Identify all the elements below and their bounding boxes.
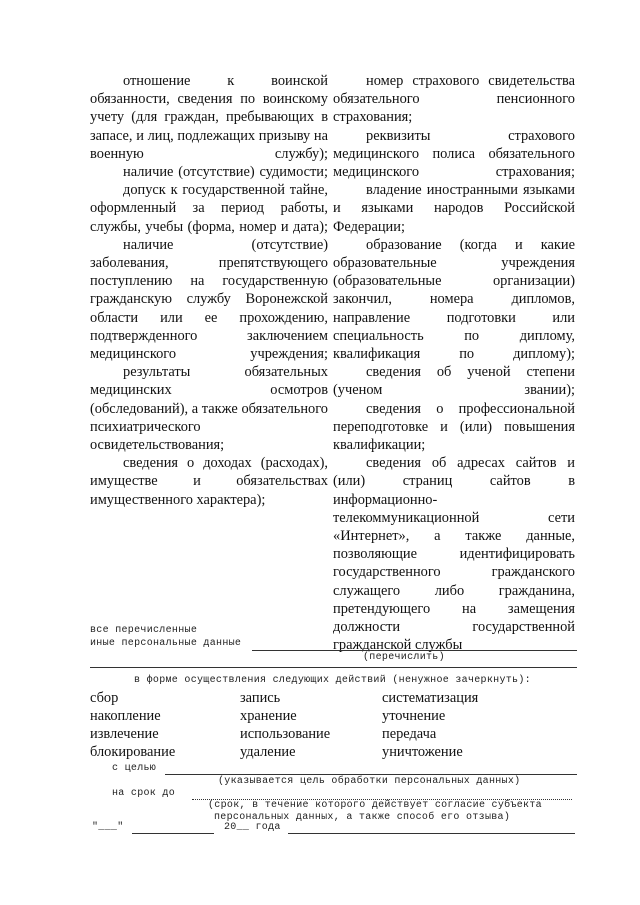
date-month-field[interactable] [132, 833, 214, 834]
specify-hint: (перечислить) [363, 652, 445, 663]
actions-grid [90, 690, 510, 762]
action-collect[interactable]: сбор [90, 690, 119, 706]
term-hint-2: персональных данных, а также способ его отзыва) [214, 812, 511, 823]
purpose-field[interactable] [165, 774, 577, 775]
action-block[interactable]: блокирование [90, 744, 176, 760]
other-data-field-continuation[interactable] [90, 667, 577, 668]
action-systematize[interactable]: систематизация [382, 690, 479, 706]
right-item-medical-policy: реквизиты страхового медицинского полиса обязательного медицинского страхования; [333, 127, 575, 181]
action-clarify[interactable]: уточнение [382, 708, 446, 724]
term-hint-1: (срок, в течение которого действует согласие субъекта [208, 800, 542, 811]
right-item-websites: сведения об адресах сайтов и (или) страниц сайтов в информационно-телекоммуникационной сети «Интернет», а также данные, позволяющие идентифицировать государственного гражданского служащего либо гражданина, претендующего на замещения должности государственной гражданской службы [333, 455, 575, 654]
action-record[interactable]: запись [240, 690, 281, 706]
actions-intro: в форме осуществления следующих действий (ненужное зачеркнуть): [134, 675, 531, 686]
action-store[interactable]: хранение [240, 708, 297, 724]
right-item-education: образование (когда и какие образовательные учреждения (образовательные организации) закончил, номера дипломов, направление подготовки или специальность по диплому, квалификация по диплому); [333, 236, 575, 363]
right-item-retraining: сведения о профессиональной переподготовке и (или) повышения квалификации; [333, 400, 575, 454]
action-delete[interactable]: удаление [240, 744, 296, 760]
term-label: на срок до [112, 788, 176, 799]
left-item-medical-exams: результаты обязательных медицинских осмотров (обследований), а также обязательного психиатрического освидетельствования; [90, 364, 328, 454]
action-extract[interactable]: извлечение [90, 726, 159, 742]
left-item-income: сведения о доходах (расходах), имуществе и обязательствах имущественного характера); [90, 455, 328, 508]
left-item-disease: наличие (отсутствие) заболевания, препятствующего поступлению на государственную гражданскую службу Воронежской области или ее прохождению, подтвержденного заключением медицинского учреждения; [90, 236, 328, 363]
right-item-languages: владение иностранными языками и языками народов Российской Федерации; [333, 182, 575, 235]
signature-line[interactable] [288, 833, 575, 834]
right-item-academic-degree: сведения об ученой степени (ученом звании); [333, 364, 575, 399]
other-data-field[interactable] [252, 650, 577, 651]
left-item-military: отношение к воинской обязанности, сведения по воинскому учету (для граждан, пребывающих в запасе, и лиц, подлежащих призыву на военную службу); [90, 73, 328, 162]
purpose-label: с целью [112, 763, 157, 774]
purpose-hint: (указывается цель обработки персональных данных) [218, 776, 521, 787]
left-item-criminal-record: наличие (отсутствие) судимости; [123, 164, 328, 181]
right-item-pension-certificate: номер страхового свидетельства обязательного пенсионного страхования; [333, 73, 575, 126]
all-listed-label: все перечисленные [90, 625, 198, 636]
right-column [333, 72, 575, 655]
left-item-state-secret: допуск к государственной тайне, оформленный за период работы, службы, учебы (форма, номер и дата); [90, 182, 328, 235]
date-year[interactable]: 20__ года [224, 822, 281, 833]
action-destroy[interactable]: уничтожение [382, 744, 463, 760]
action-accumulate[interactable]: накопление [90, 708, 161, 724]
action-transfer[interactable]: передача [382, 726, 437, 742]
other-data-label: иные персональные данные [90, 638, 242, 649]
left-column [90, 72, 328, 509]
date-day[interactable]: "___" [92, 822, 124, 833]
action-use[interactable]: использование [240, 726, 331, 742]
